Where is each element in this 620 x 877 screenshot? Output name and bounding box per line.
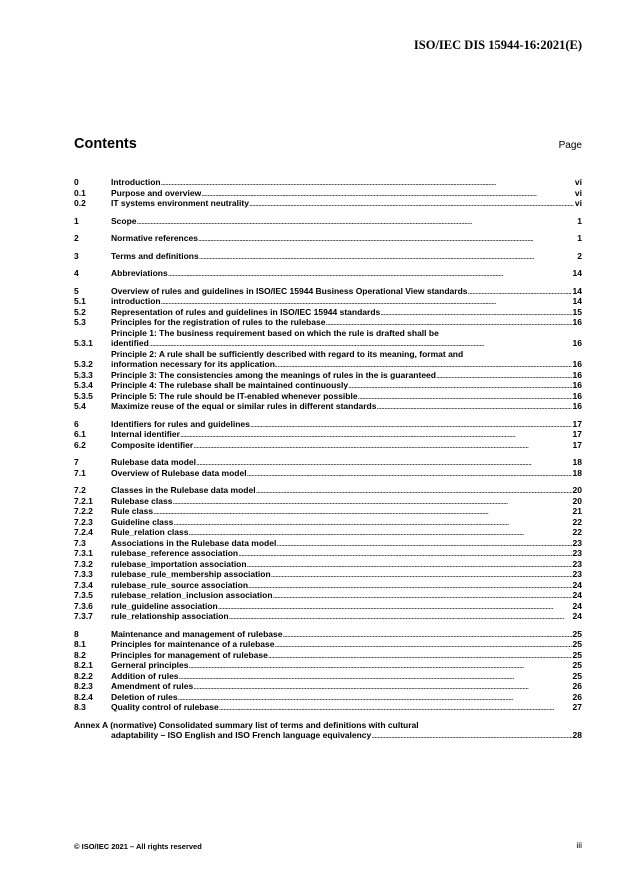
dot-leader xyxy=(161,177,574,188)
toc-entry-title-text: rulebase_reference association xyxy=(111,548,239,558)
toc-entry-title xyxy=(111,177,574,188)
dot-leader xyxy=(153,506,571,517)
dot-leader xyxy=(193,440,571,451)
toc-entry[interactable] xyxy=(74,177,582,188)
toc-entry-title xyxy=(111,268,572,279)
toc-entry-title xyxy=(111,569,572,580)
toc-entry-title xyxy=(111,380,572,391)
toc-entry[interactable] xyxy=(74,650,582,661)
toc-entry-page: 17 xyxy=(572,439,582,450)
toc-entry-title xyxy=(111,580,572,591)
toc-entry-page: 23 xyxy=(572,537,582,548)
dot-leader xyxy=(247,559,572,570)
toc-entry-page: 14 xyxy=(572,285,582,296)
toc-entry-number: 8.3 xyxy=(74,702,86,712)
dot-leader xyxy=(277,359,571,370)
annex-page: 28 xyxy=(572,730,582,740)
dot-leader xyxy=(180,429,572,440)
toc-entry-title-text: Scope xyxy=(111,215,137,226)
toc-entry-title-text: Rule class xyxy=(111,506,154,516)
dot-leader xyxy=(256,485,572,496)
toc-entry[interactable] xyxy=(74,307,582,318)
toc-entry-title-line: Principle 2: A rule shall be sufficiently described with regard to its meaning, format and xyxy=(111,348,464,359)
toc-entry[interactable] xyxy=(74,317,582,328)
toc-entry-page: 18 xyxy=(572,457,582,467)
toc-entry[interactable] xyxy=(74,328,582,349)
toc-entry-page: 16 xyxy=(572,380,582,390)
toc-entry-title xyxy=(111,251,576,262)
dot-leader xyxy=(348,380,571,391)
toc-entry-title xyxy=(111,681,572,692)
toc-entry-title-text: Normative references xyxy=(111,233,198,243)
toc-entry-title xyxy=(111,198,574,209)
toc-entry-page: 18 xyxy=(572,467,582,478)
toc-entry-page: 26 xyxy=(572,691,582,702)
toc-entry-title xyxy=(111,286,572,297)
toc-entry[interactable] xyxy=(74,233,582,244)
toc-entry-number: 5.2 xyxy=(74,306,86,317)
toc-entry-title-text: Amendment of rules xyxy=(111,681,194,691)
toc-entry[interactable] xyxy=(74,569,582,580)
toc-entry-title-text: Quality control of rulebase xyxy=(111,702,219,712)
toc-entry-number: 7.3 xyxy=(74,537,86,548)
toc-entry-title-text: Overview of Rulebase data model xyxy=(111,467,247,478)
toc-entry[interactable] xyxy=(74,601,582,612)
dot-leader xyxy=(325,317,571,328)
toc-entry-page: 24 xyxy=(572,579,582,590)
dot-leader xyxy=(172,496,571,507)
dot-leader xyxy=(199,251,577,262)
dot-leader xyxy=(273,590,572,601)
toc-entry-page: 1 xyxy=(577,215,582,226)
toc-entry-title xyxy=(111,429,572,440)
dot-leader xyxy=(229,611,572,622)
toc-entry-page: vi xyxy=(574,177,582,187)
toc-entry-number: 7.2.1 xyxy=(74,495,93,506)
toc-entry-title-text: Principle 4: The rulebase shall be maintained continuously xyxy=(111,380,349,390)
toc-entry-number: 7.2.4 xyxy=(74,527,93,537)
dot-leader xyxy=(282,629,571,640)
toc-entry-title xyxy=(111,601,572,612)
toc-entry-title-text: Maintenance and management of rulebase xyxy=(111,628,283,639)
toc-entry-number: 5.1 xyxy=(74,296,86,306)
dot-leader xyxy=(196,457,572,468)
toc-entry-number: 5.3.4 xyxy=(74,380,93,390)
toc-entry-title-text: Purpose and overview xyxy=(111,187,202,198)
toc-entry[interactable] xyxy=(74,590,582,601)
toc-entry-page: 2 xyxy=(577,250,582,261)
toc-entry[interactable] xyxy=(74,611,582,622)
table-of-contents xyxy=(74,177,582,741)
toc-entry[interactable] xyxy=(74,286,582,297)
toc-entry-number: 7.1 xyxy=(74,467,86,478)
toc-entry[interactable] xyxy=(74,639,582,650)
toc-entry-number: 5.3.1 xyxy=(74,338,93,348)
dot-leader xyxy=(358,391,572,402)
toc-entry-title-line: Principle 1: The business requirement based on which the rule is drafted shall be xyxy=(111,327,439,338)
toc-entry-number: 6.2 xyxy=(74,439,86,450)
annex-title-line-1: Annex A (normative) Consolidated summary list of terms and definitions with cultural xyxy=(74,719,419,730)
toc-entry[interactable] xyxy=(74,527,582,538)
toc-entry-title xyxy=(111,548,572,559)
toc-entry-page: 26 xyxy=(572,681,582,691)
toc-entry[interactable] xyxy=(74,692,582,703)
toc-entry-number: 4 xyxy=(74,268,79,278)
toc-entry-page: 14 xyxy=(572,296,582,306)
toc-entry[interactable] xyxy=(74,251,582,262)
toc-entry-number: 0 xyxy=(74,177,79,187)
toc-entry-number: 7 xyxy=(74,457,79,467)
toc-entry-number: 6.1 xyxy=(74,429,86,439)
dot-leader xyxy=(376,401,571,412)
toc-entry-page: 16 xyxy=(572,317,582,327)
toc-entry-page: 24 xyxy=(572,590,582,600)
toc-entry-title-text: rulebase_rule_source association xyxy=(111,579,249,590)
toc-entry-title xyxy=(111,216,576,227)
toc-entry-number: 3 xyxy=(74,250,79,261)
toc-entry[interactable] xyxy=(74,188,582,199)
toc-entry-number: 5.3.5 xyxy=(74,390,93,401)
toc-entry-title-text: Representation of rules and guidelines in ISO/IEC 15944 standards xyxy=(111,306,381,317)
toc-entry-page: 21 xyxy=(572,506,582,516)
toc-entry-title-text: Rulebase data model xyxy=(111,457,197,467)
toc-entry-number: 7.2.2 xyxy=(74,506,93,516)
toc-entry-page: 25 xyxy=(572,649,582,660)
toc-entry-title xyxy=(111,233,576,244)
contents-title: Contents xyxy=(74,136,137,152)
toc-entry-number: 5.4 xyxy=(74,401,86,411)
toc-entry-title-line: information necessary for its application. xyxy=(111,359,278,369)
dot-leader xyxy=(249,198,574,209)
toc-entry-title-text: Terms and definitions xyxy=(111,250,199,261)
toc-entry-title-text: Gerneral principles xyxy=(111,660,189,670)
toc-entry-title xyxy=(111,307,572,318)
dot-leader xyxy=(268,650,572,661)
toc-entry-number: 7.2 xyxy=(74,485,86,495)
toc-entry-title-text: Associations in the Rulebase data model xyxy=(111,537,277,548)
dot-leader xyxy=(193,681,571,692)
toc-entry-title xyxy=(111,611,572,622)
toc-entry-title xyxy=(111,370,572,381)
toc-entry-number: 8.2 xyxy=(74,649,86,660)
toc-entry-number: 7.3.5 xyxy=(74,590,93,600)
toc-entry-page: 24 xyxy=(572,600,582,611)
toc-entry-page: 22 xyxy=(572,527,582,537)
toc-entry-page: 23 xyxy=(572,558,582,569)
toc-entry-title xyxy=(111,485,572,496)
toc-entry-page: 17 xyxy=(572,418,582,429)
dot-leader xyxy=(219,702,572,713)
toc-entry-title xyxy=(111,328,582,349)
toc-entry-title-text: introduction xyxy=(111,296,161,306)
toc-entry-number: 7.3.6 xyxy=(74,600,93,611)
toc-entry-title-text: Maximize reuse of the equal or similar rules in different standards xyxy=(111,401,377,411)
toc-entry-number: 8.2.1 xyxy=(74,660,93,670)
toc-entry-title xyxy=(111,660,572,671)
toc-entry-title xyxy=(111,559,572,570)
toc-entry[interactable] xyxy=(74,429,582,440)
toc-entry-title-text: rule_relationship association xyxy=(111,611,229,621)
toc-entry-number: 5.3.3 xyxy=(74,369,93,380)
toc-entry-number: 7.3.4 xyxy=(74,579,93,590)
toc-entry-title-text: Principle 5: The rule should be IT-enabled whenever possible xyxy=(111,390,358,401)
dot-leader xyxy=(179,671,572,682)
dot-leader xyxy=(218,601,572,612)
toc-entry-page: 17 xyxy=(572,429,582,439)
toc-entry[interactable] xyxy=(74,370,582,381)
toc-entry-title-text: rule_guideline association xyxy=(111,600,218,611)
toc-entry-page: 20 xyxy=(572,485,582,495)
toc-entry-title xyxy=(111,349,582,370)
toc-entry[interactable] xyxy=(74,198,582,209)
toc-entry[interactable] xyxy=(74,496,582,507)
toc-entry-page: 25 xyxy=(572,628,582,639)
toc-entry[interactable] xyxy=(74,506,582,517)
toc-entry-title-text: Principles for maintenance of a rulebase xyxy=(111,639,275,649)
toc-entry-title xyxy=(111,401,572,412)
toc-entry-page: 23 xyxy=(572,569,582,579)
toc-entry-title xyxy=(111,317,572,328)
toc-entry-title-text: rulebase_importation association xyxy=(111,558,247,569)
toc-entry-number: 8.2.3 xyxy=(74,681,93,691)
toc-entry[interactable] xyxy=(74,548,582,559)
toc-entry-title xyxy=(111,468,572,479)
annex-title-line-2: adaptability – ISO English and ISO French language equivalency xyxy=(111,730,372,740)
toc-entry-title xyxy=(111,419,572,430)
toc-entry-page: 22 xyxy=(572,516,582,527)
toc-entry-page: 25 xyxy=(572,670,582,681)
toc-entry-title-line: identified xyxy=(111,338,149,348)
toc-entry[interactable] xyxy=(74,660,582,671)
toc-entry-number: 0.2 xyxy=(74,198,86,208)
toc-entry-title-text: IT systems environment neutrality xyxy=(111,198,249,208)
dot-leader xyxy=(188,660,571,671)
dot-leader xyxy=(178,692,572,703)
toc-entry-title xyxy=(111,391,572,402)
toc-entry[interactable] xyxy=(74,457,582,468)
toc-entry-page: 24 xyxy=(572,611,582,621)
dot-leader xyxy=(247,468,572,479)
toc-entry-title-text: Overview of rules and guidelines in ISO/IEC 15944 Business Operational View standards xyxy=(111,285,468,296)
toc-entry-title-text: Classes in the Rulebase data model xyxy=(111,485,256,495)
page-number: iii xyxy=(576,840,582,850)
dot-leader xyxy=(380,307,571,318)
toc-entry-title-text: Introduction xyxy=(111,177,161,187)
toc-entry-title xyxy=(111,590,572,601)
toc-entry-title-text: Principle 3: The consistencies among the meanings of rules in the is guaranteed xyxy=(111,369,436,380)
toc-entry-number: 8.2.2 xyxy=(74,670,93,681)
dot-leader xyxy=(137,216,577,227)
toc-entry[interactable] xyxy=(74,702,582,713)
toc-entry-page: 16 xyxy=(572,390,582,401)
toc-entry[interactable] xyxy=(74,216,582,227)
toc-entry-number: 7.3.3 xyxy=(74,569,93,579)
dot-leader xyxy=(468,286,572,297)
toc-entry-page: 16 xyxy=(572,338,582,348)
toc-entry-title xyxy=(111,457,572,468)
dot-leader xyxy=(198,233,576,244)
dot-leader xyxy=(149,338,572,349)
toc-entry[interactable] xyxy=(74,419,582,430)
toc-entry-title xyxy=(111,527,572,538)
toc-entry-page: 15 xyxy=(572,306,582,317)
toc-entry-page: 16 xyxy=(572,369,582,380)
dot-leader xyxy=(274,639,571,650)
toc-entry-number: 7.3.2 xyxy=(74,558,93,569)
toc-entry-page: 23 xyxy=(572,548,582,558)
toc-entry-title-text: Identifiers for rules and guidelines xyxy=(111,418,250,429)
toc-entry-title-text: Rulebase class xyxy=(111,495,173,506)
toc-entry-page: vi xyxy=(574,187,582,198)
toc-entry[interactable] xyxy=(74,468,582,479)
toc-entry-page: 16 xyxy=(572,401,582,411)
toc-entry-number: 0.1 xyxy=(74,187,86,198)
toc-entry-page: 16 xyxy=(572,359,582,369)
toc-entry-title-text: rulebase_rule_membership association xyxy=(111,569,271,579)
dot-leader xyxy=(371,730,571,741)
toc-annex-entry[interactable] xyxy=(74,720,582,741)
toc-entry-title-text: rulebase_relation_inclusion association xyxy=(111,590,273,600)
toc-entry[interactable] xyxy=(74,349,582,370)
toc-entry-page: 25 xyxy=(572,660,582,670)
toc-entry-page: 1 xyxy=(577,233,582,243)
toc-entry[interactable] xyxy=(74,440,582,451)
toc-entry-title xyxy=(111,496,572,507)
toc-entry-title-text: Internal identifier xyxy=(111,429,180,439)
toc-entry-number: 8.1 xyxy=(74,639,86,649)
toc-entry[interactable] xyxy=(74,296,582,307)
toc-entry-title-text: Composite identifier xyxy=(111,439,194,450)
toc-entry-page: 25 xyxy=(572,639,582,649)
page-column-label: Page xyxy=(558,140,582,151)
toc-entry-title xyxy=(111,650,572,661)
dot-leader xyxy=(238,548,571,559)
toc-entry[interactable] xyxy=(74,401,582,412)
toc-entry-page: 14 xyxy=(572,268,582,278)
toc-entry[interactable] xyxy=(74,380,582,391)
toc-entry-title xyxy=(111,692,572,703)
toc-entry-title-text: Rule_relation class xyxy=(111,527,189,537)
dot-leader xyxy=(161,296,572,307)
toc-entry-title xyxy=(111,702,572,713)
toc-entry-title xyxy=(111,639,572,650)
toc-entry[interactable] xyxy=(74,681,582,692)
toc-entry[interactable] xyxy=(74,538,582,549)
toc-entry-page: 27 xyxy=(572,702,582,712)
toc-entry-title xyxy=(111,629,572,640)
toc-entry[interactable] xyxy=(74,485,582,496)
toc-entry-number: 7.2.3 xyxy=(74,516,93,527)
dot-leader xyxy=(201,188,574,199)
toc-entry-number: 2 xyxy=(74,233,79,243)
toc-entry-title-text: Deletion of rules xyxy=(111,691,178,702)
toc-entry[interactable] xyxy=(74,391,582,402)
toc-entry-title xyxy=(111,440,572,451)
document-id: ISO/IEC DIS 15944-16:2021(E) xyxy=(413,38,582,52)
toc-entry-page: vi xyxy=(574,198,582,208)
toc-entry-number: 5 xyxy=(74,285,79,296)
toc-entry-title xyxy=(111,506,572,517)
toc-entry-title xyxy=(111,671,572,682)
toc-entry-title-text: Abbreviations xyxy=(111,268,168,278)
dot-leader xyxy=(250,419,572,430)
dot-leader xyxy=(271,569,572,580)
toc-entry[interactable] xyxy=(74,580,582,591)
toc-entry-title-text: Principles for the registration of rules to the rulebase xyxy=(111,317,326,327)
toc-entry-title-text: Guideline class xyxy=(111,516,174,527)
dot-leader xyxy=(173,517,571,528)
toc-entry-page: 20 xyxy=(572,495,582,506)
toc-entry-title xyxy=(111,538,572,549)
dot-leader xyxy=(168,268,572,279)
toc-entry-title xyxy=(111,296,572,307)
dot-leader xyxy=(276,538,571,549)
dot-leader xyxy=(248,580,572,591)
dot-leader xyxy=(436,370,572,381)
dot-leader xyxy=(188,527,571,538)
toc-entry[interactable] xyxy=(74,517,582,528)
toc-entry[interactable] xyxy=(74,671,582,682)
toc-entry-number: 7.3.7 xyxy=(74,611,93,621)
toc-entry[interactable] xyxy=(74,629,582,640)
toc-entry-number: 1 xyxy=(74,215,79,226)
toc-entry-title-text: Addition of rules xyxy=(111,670,179,681)
copyright-footer: © ISO/IEC 2021 – All rights reserved xyxy=(74,842,202,851)
toc-entry-number: 5.3 xyxy=(74,317,86,327)
toc-entry-title xyxy=(111,188,574,199)
toc-entry-number: 6 xyxy=(74,418,79,429)
toc-entry-number: 5.3.2 xyxy=(74,359,93,369)
toc-entry[interactable] xyxy=(74,268,582,279)
toc-entry-number: 7.3.1 xyxy=(74,548,93,558)
toc-entry-title xyxy=(111,517,572,528)
toc-entry[interactable] xyxy=(74,559,582,570)
toc-entry-title-text: Principles for management of rulebase xyxy=(111,649,268,660)
toc-entry-number: 8 xyxy=(74,628,79,639)
toc-entry-number: 8.2.4 xyxy=(74,691,93,702)
